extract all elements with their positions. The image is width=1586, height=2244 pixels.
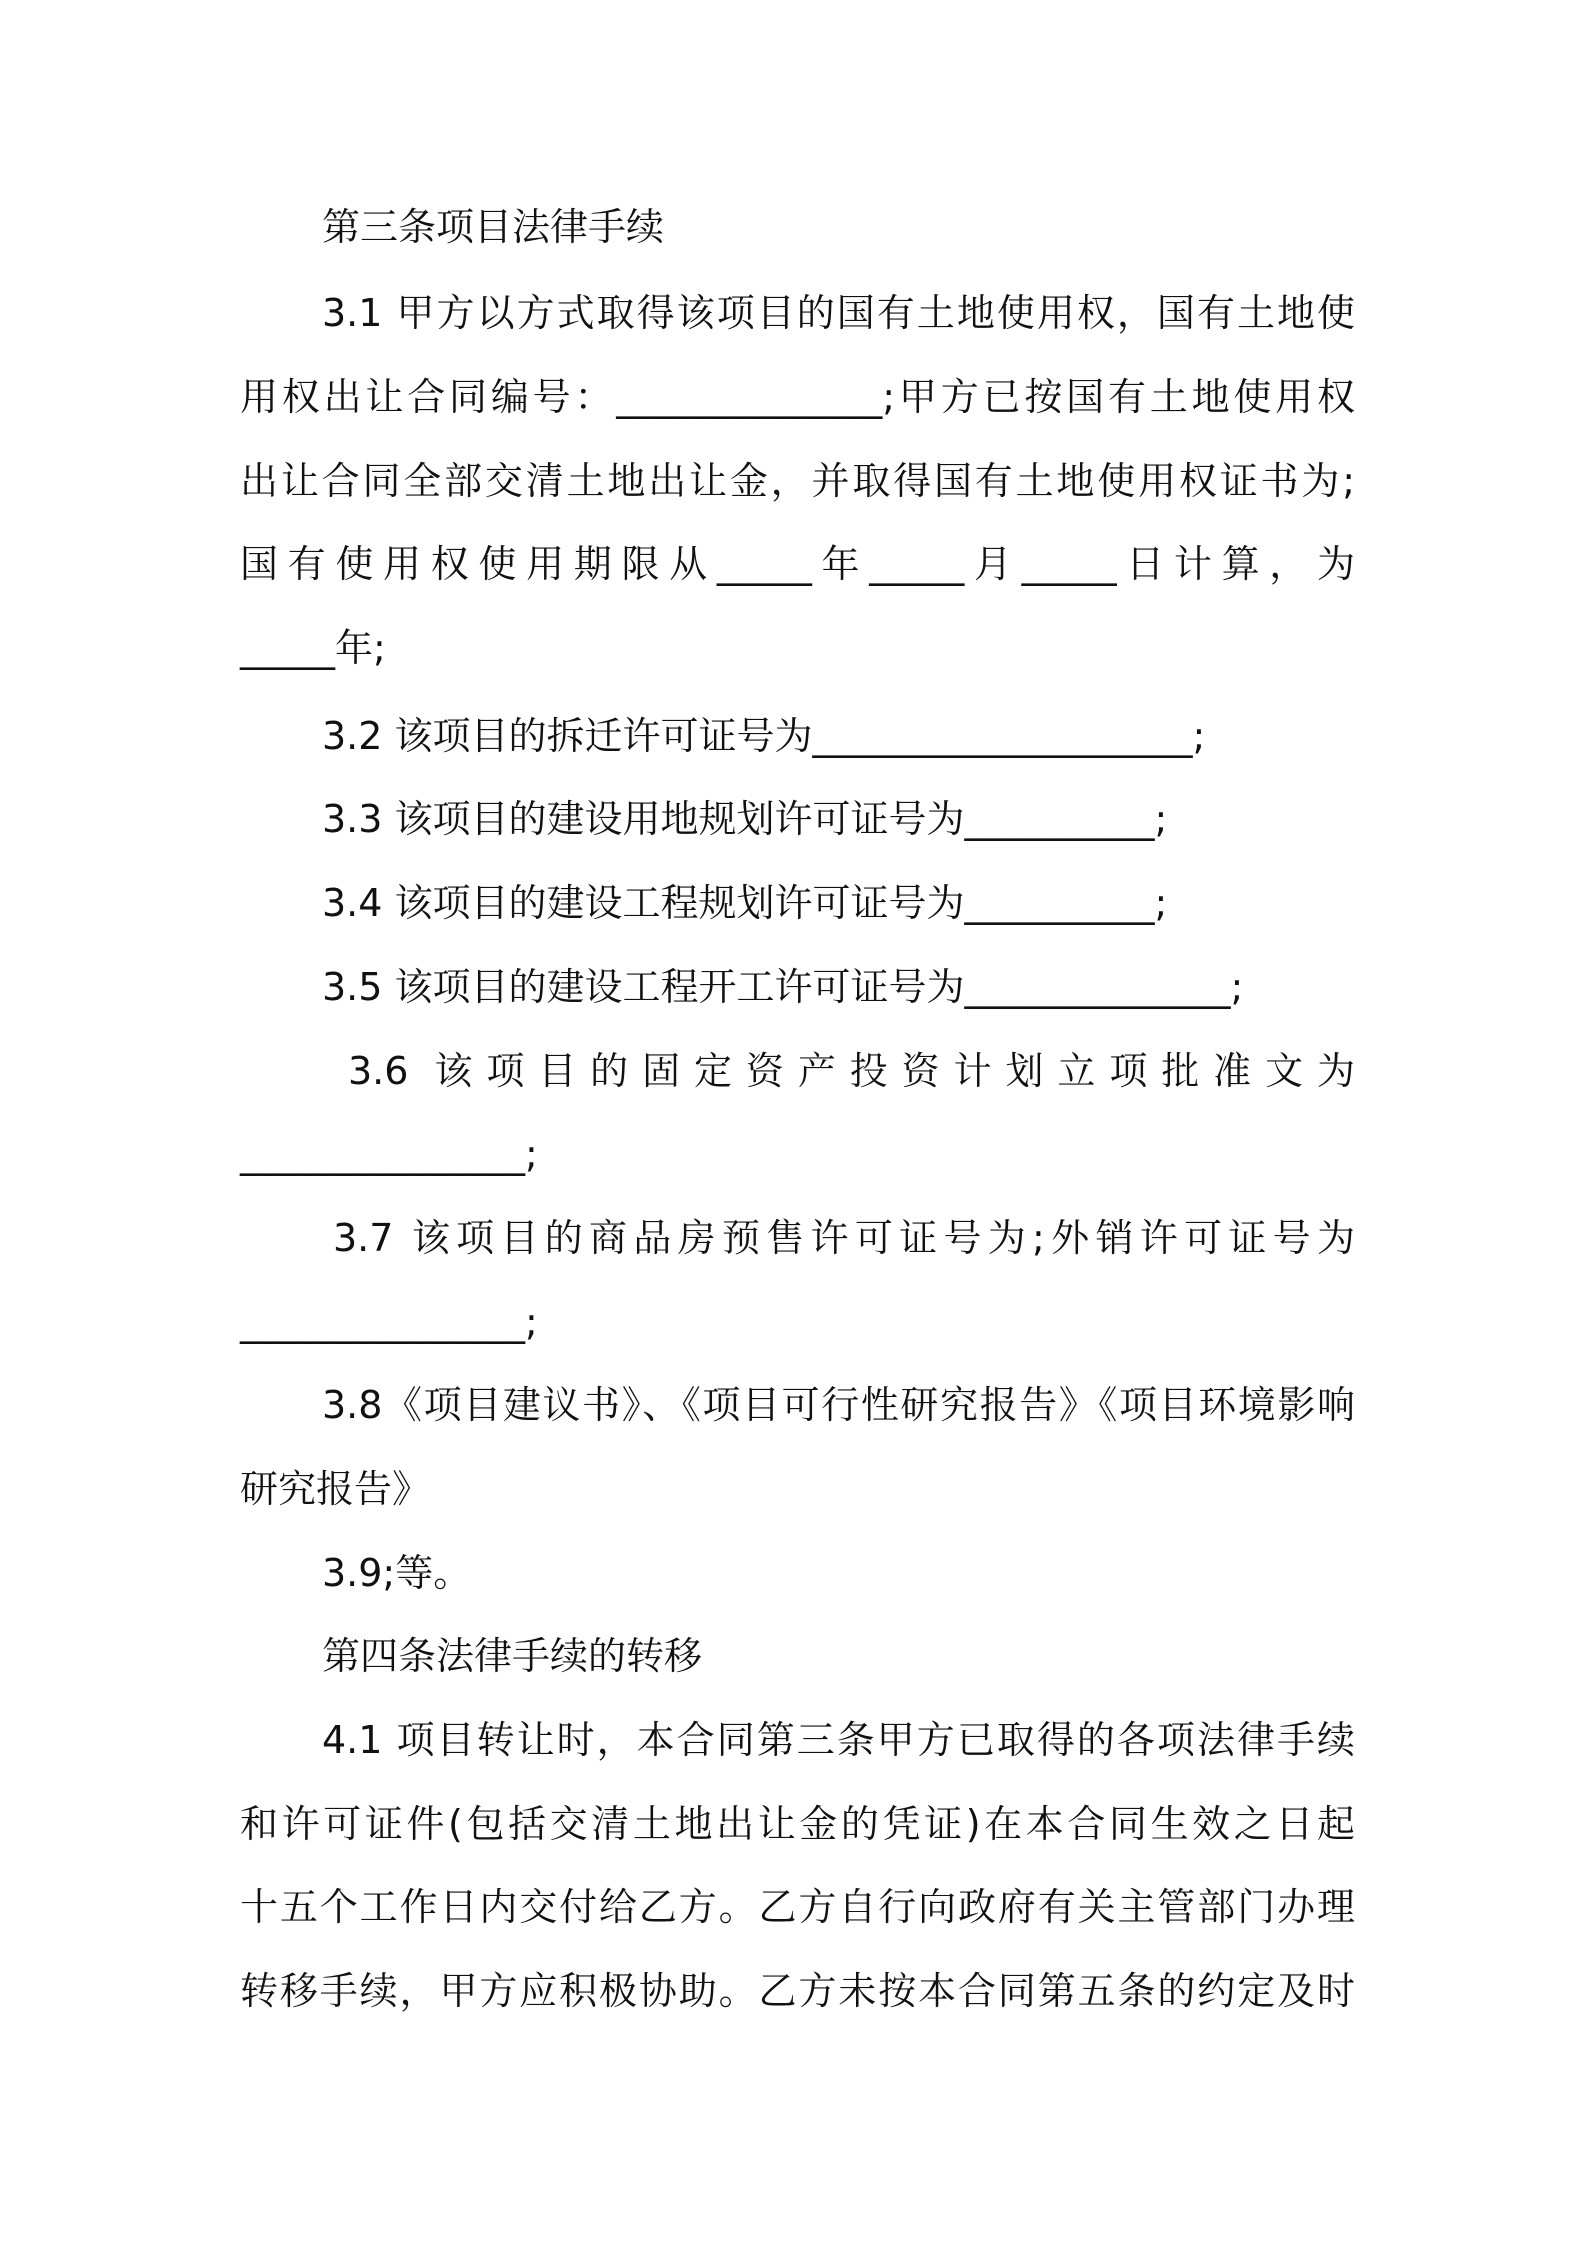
clause-3-1-line-4: 国有使用权使用期限从_____年_____月_____日计算，为 [240,542,1355,586]
clause-4-1-line-1: 4.1 项目转让时，本合同第三条甲方已取得的各项法律手续 [322,1718,1355,1762]
clause-3-1-line-5: _____年; [240,626,386,670]
clause-3-3: 3.3 该项目的建设用地规划许可证号为__________; [322,797,1168,841]
clause-3-7-line-1: 3.7 该项目的商品房预售许可证号为;外销许可证号为 [333,1216,1355,1260]
clause-3-1-line-2: 用权出让合同编号：______________;甲方已按国有土地使用权 [240,375,1355,419]
heading-article-4: 第四条法律手续的转移 [322,1634,703,1678]
clause-3-1-line-1: 3.1 甲方以方式取得该项目的国有土地使用权，国有土地使 [322,291,1355,335]
heading-article-3: 第三条项目法律手续 [322,205,665,249]
clause-3-1-line-3: 出让合同全部交清土地出让金，并取得国有土地使用权证书为; [240,459,1355,503]
clause-3-4: 3.4 该项目的建设工程规划许可证号为__________; [322,881,1168,925]
clause-3-5: 3.5 该项目的建设工程开工许可证号为______________; [322,965,1244,1009]
clause-4-1-line-3: 十五个工作日内交付给乙方。乙方自行向政府有关主管部门办理 [240,1885,1355,1929]
clause-3-9: 3.9;等。 [322,1551,472,1595]
clause-3-6-line-2: _______________; [240,1132,538,1176]
clause-3-2: 3.2 该项目的拆迁许可证号为____________________; [322,714,1206,758]
clause-3-7-line-2: _______________; [240,1300,538,1344]
clause-4-1-line-4: 转移手续，甲方应积极协助。乙方未按本合同第五条的约定及时 [240,1969,1355,2013]
clause-3-8-line-1: 3.8《项目建议书》、《项目可行性研究报告》《项目环境影响 [322,1383,1355,1427]
clause-4-1-line-2: 和许可证件(包括交清土地出让金的凭证)在本合同生效之日起 [240,1802,1355,1846]
clause-3-6-line-1: 3.6 该项目的固定资产投资计划立项批准文为 [348,1049,1355,1093]
clause-3-8-line-2: 研究报告》 [240,1467,431,1511]
